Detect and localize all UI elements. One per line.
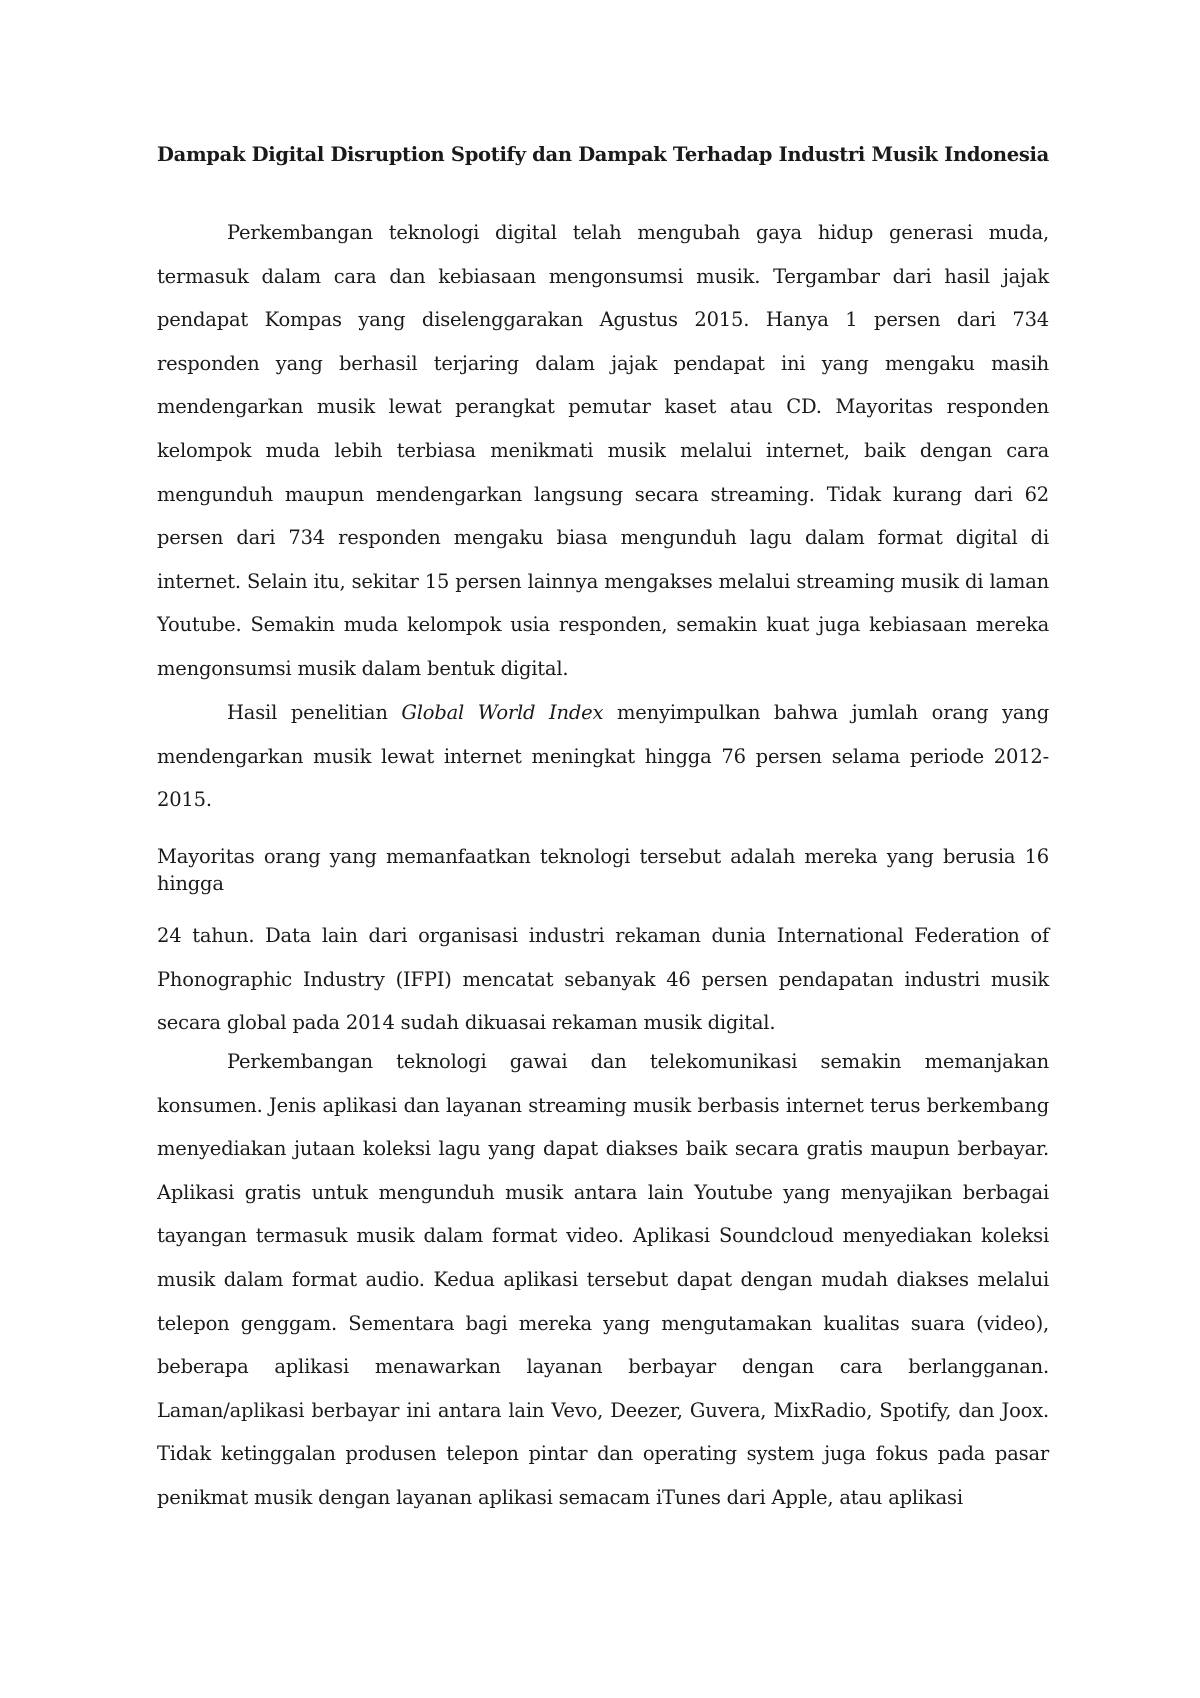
paragraph-5: Perkembangan teknologi gawai dan telekomunikasi semakin memanjakan konsumen. Jenis aplikasi dan layanan streaming musik berbasis internet terus berkembang menyediakan jutaan koleksi lagu yang dapat diakses baik secara gratis maupun berbayar. Aplikasi gratis untuk mengunduh musik antara lain Youtube yang menyajikan berbagai tayangan termasuk musik dalam format video. Aplikasi Soundcloud menyediakan koleksi musik dalam format audio. Kedua aplikasi tersebut dapat dengan mudah diakses melalui telepon genggam. Sementara bagi mereka yang mengutamakan kualitas suara (video), beberapa aplikasi menawarkan layanan berbayar dengan cara berlangganan. Laman/aplikasi berbayar ini antara lain Vevo, Deezer, Guvera, MixRadio, Spotify, dan Joox. Tidak ketinggalan produsen telepon pintar dan operating system juga fokus pada pasar penikmat musik dengan layanan aplikasi semacam iTunes dari Apple, atau aplikasi (157, 1050, 1049, 1509)
paragraph-4: 24 tahun. Data lain dari organisasi industri rekaman dunia International Federation of Phonographic Industry (IFPI) mencatat sebanyak 46 persen pendapatan industri musik secara global pada 2014 sudah dikuasai rekaman musik digital. (157, 924, 1049, 1035)
document-title: Dampak Digital Disruption Spotify dan Dampak Terhadap Industri Musik Indonesia (157, 143, 1049, 166)
paragraph-2-start: Hasil penelitian (227, 701, 402, 724)
paragraph-2 (157, 691, 1049, 822)
paragraph-3: Mayoritas orang yang memanfaatkan teknologi tersebut adalah mereka yang berusia 16 hingga (157, 845, 1049, 895)
paragraph-2-italic-term: Global World Index (401, 701, 604, 724)
paragraph-1: Perkembangan teknologi digital telah mengubah gaya hidup generasi muda, termasuk dalam cara dan kebiasaan mengonsumsi musik. Tergambar dari hasil jajak pendapat Kompas yang diselenggarakan Agustus 2015. Hanya 1 persen dari 734 responden yang berhasil terjaring dalam jajak pendapat ini yang mengaku masih mendengarkan musik lewat perangkat pemutar kaset atau CD. Mayoritas responden kelompok muda lebih terbiasa menikmati musik melalui internet, baik dengan cara mengunduh maupun mendengarkan langsung secara streaming. Tidak kurang dari 62 persen dari 734 responden mengaku biasa mengunduh lagu dalam format digital di internet. Selain itu, sekitar 15 persen lainnya mengakses melalui streaming musik di laman Youtube. Semakin muda kelompok usia responden, semakin kuat juga kebiasaan mereka mengonsumsi musik dalam bentuk digital. (157, 221, 1049, 680)
paragraph-2-end: menyimpulkan bahwa jumlah orang yang mendengarkan musik lewat internet meningkat hingga 76 persen selama periode 2012-2015. (157, 701, 1049, 812)
